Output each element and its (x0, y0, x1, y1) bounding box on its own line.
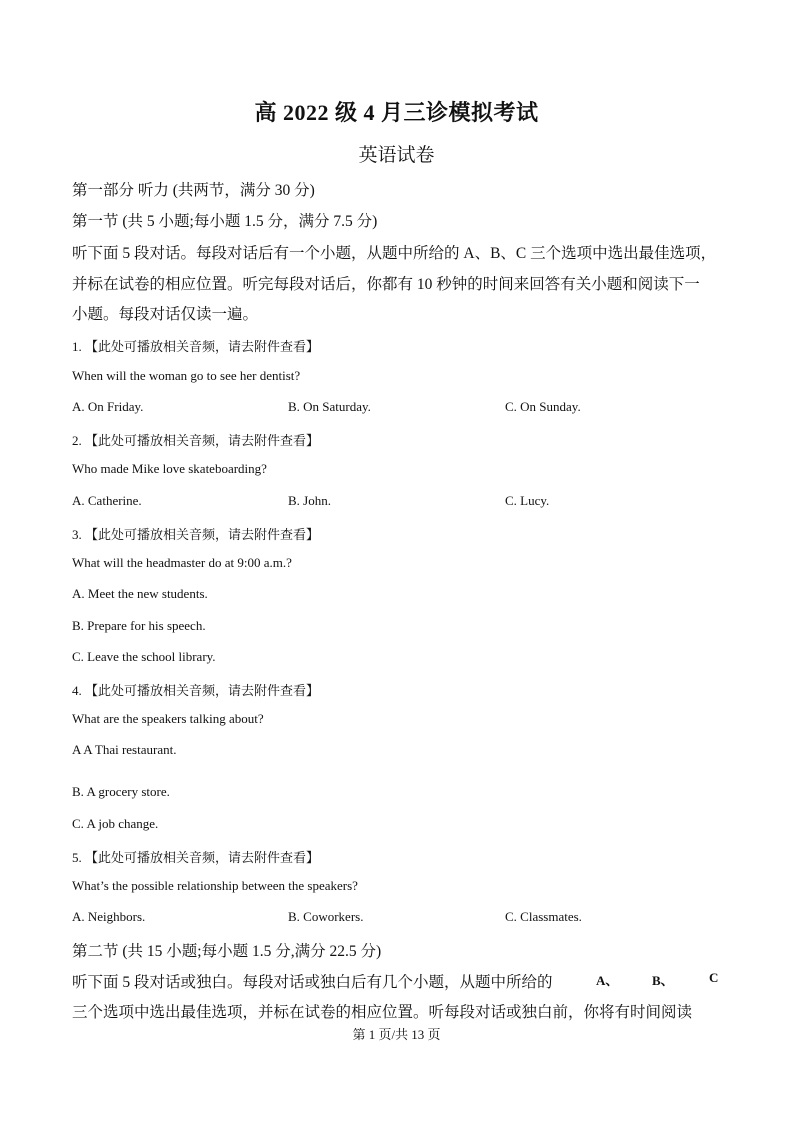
question-stem: What will the headmaster do at 9:00 a.m.? (72, 555, 292, 570)
option-b: B. On Saturday. (288, 399, 371, 414)
option-a: A. Catherine. (72, 493, 142, 508)
option-c: C. A job change. (72, 816, 159, 831)
option-a: A A Thai restaurant. (72, 742, 177, 757)
option-a: A. Neighbors. (72, 909, 146, 924)
audio-placeholder: 3. 【此处可播放相关音频，请去附件查看】 (72, 527, 320, 542)
option-c: C. Leave the school library. (72, 649, 216, 664)
option-letter: C (709, 970, 719, 985)
audio-placeholder: 2. 【此处可播放相关音频，请去附件查看】 (72, 433, 320, 448)
exam-subtitle: 英语试卷 (358, 145, 435, 166)
section2-heading: 第二节 (共 15 小题;每小题 1.5 分,满分 22.5 分) (72, 943, 382, 960)
option-letter: A、 (596, 973, 619, 988)
question-stem: What’s the possible relationship between the speakers? (72, 878, 358, 893)
option-c: C. On Sunday. (505, 399, 581, 414)
option-b: B. John. (288, 493, 331, 508)
question-stem: What are the speakers talking about? (72, 711, 264, 726)
audio-placeholder: 4. 【此处可播放相关音频，请去附件查看】 (72, 683, 320, 698)
question-stem: When will the woman go to see her dentist? (72, 368, 301, 383)
section2-instruction-line: 三个选项中选出最佳选项，并标在试卷的相应位置。听每段对话或独白前，你将有时间阅读 (72, 1004, 693, 1021)
option-a: A. Meet the new students. (72, 586, 208, 601)
section1-heading: 第一节 (共 5 小题;每小题 1.5 分，满分 7.5 分) (72, 213, 378, 230)
audio-placeholder: 5. 【此处可播放相关音频，请去附件查看】 (72, 850, 320, 865)
section1-instruction-line: 小题。每段对话仅读一遍。 (72, 306, 259, 323)
exam-title: 高 2022 级 4 月三诊模拟考试 (254, 100, 539, 125)
option-b: B. A grocery store. (72, 784, 170, 799)
option-c: C. Lucy. (505, 493, 550, 508)
option-c: C. Classmates. (505, 909, 582, 924)
section2-instruction-line: 听下面 5 段对话或独白。每段对话或独白后有几个小题，从题中所给的 (72, 974, 553, 991)
option-letter: B、 (652, 973, 674, 988)
option-b: B. Prepare for his speech. (72, 618, 206, 633)
option-b: B. Coworkers. (288, 909, 364, 924)
audio-placeholder: 1. 【此处可播放相关音频，请去附件查看】 (72, 339, 320, 354)
part1-heading: 第一部分 听力 (共两节，满分 30 分) (72, 182, 315, 199)
question-stem: Who made Mike love skateboarding? (72, 461, 267, 476)
section1-instruction-line: 并标在试卷的相应位置。听完每段对话后，你都有 10 秒钟的时间来回答有关小题和阅读下一 (72, 276, 700, 293)
option-a: A. On Friday. (72, 399, 144, 414)
page-footer: 第 1 页/共 13 页 (352, 1027, 441, 1042)
section1-instruction-line: 听下面 5 段对话。每段对话后有一个小题，从题中所给的 A、B、C 三个选项中选出最佳选项， (72, 245, 717, 262)
